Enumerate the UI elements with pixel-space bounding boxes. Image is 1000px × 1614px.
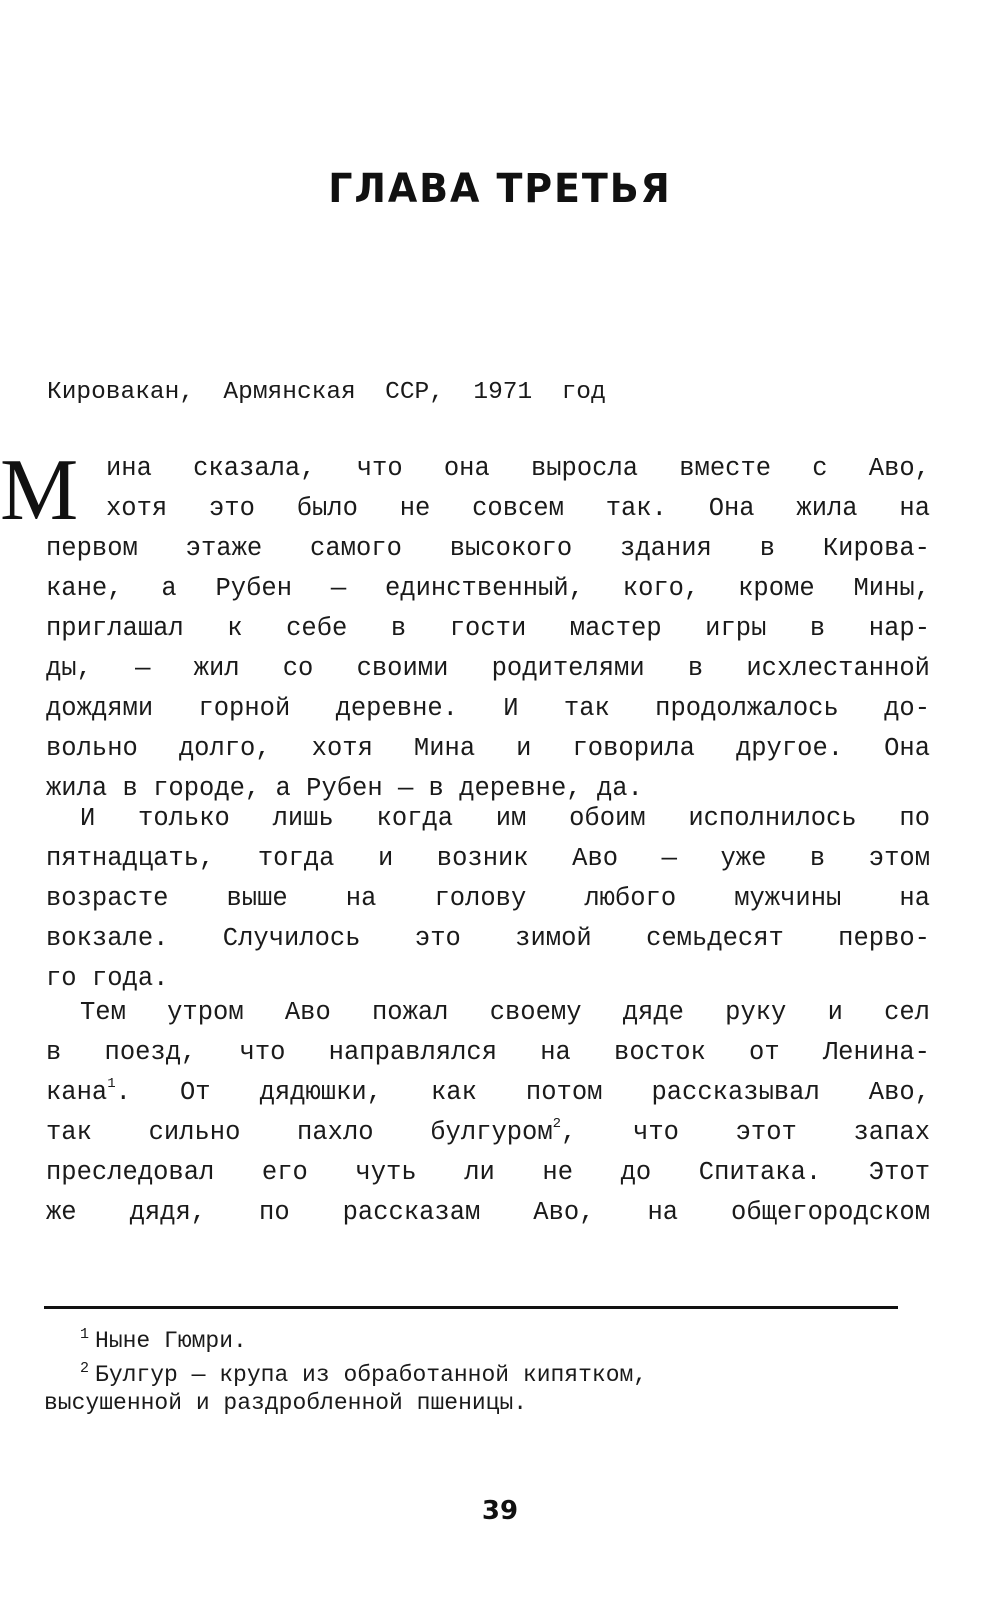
text-line: ина сказала, что она выросла вместе с Аво, bbox=[106, 454, 930, 483]
footnote-2 bbox=[44, 1352, 904, 1386]
text-line: кана$^1$. От дядюшки, как потом рассказывал Аво, bbox=[46, 1076, 931, 1107]
chapter-title: ГЛАВА ТРЕТЬЯ bbox=[328, 166, 672, 212]
text-line: приглашал к себе в гости мастер игры в нар- bbox=[46, 614, 930, 643]
footnote-number: 1 bbox=[80, 1326, 90, 1343]
text-line: жила в городе, а Рубен — в деревне, да. bbox=[46, 774, 643, 803]
footnotes bbox=[44, 1318, 904, 1420]
text-line: пятнадцать, тогда и возник Аво — уже в этом bbox=[46, 844, 930, 873]
text-line: го года. bbox=[46, 964, 169, 993]
text-fragment: кана bbox=[46, 1078, 108, 1107]
text-line: хотя это было не совсем так. Она жила на bbox=[106, 494, 930, 523]
text-line: в поезд, что направлялся на восток от Ленина- bbox=[46, 1038, 930, 1067]
paragraph-3 bbox=[46, 993, 930, 1233]
paragraph-2 bbox=[46, 799, 930, 999]
footnote-text: Ныне Гюмри. bbox=[95, 1328, 247, 1354]
text-fragment: так сильно пахло булгуром bbox=[46, 1118, 553, 1147]
text-line: вокзале. Случилось это зимой семьдесят перво- bbox=[46, 924, 930, 953]
paragraph-1 bbox=[46, 449, 930, 809]
text-line: же дядя, по рассказам Аво, на общегородском bbox=[46, 1198, 930, 1227]
text-line: возрасте выше на голову любого мужчины на bbox=[46, 884, 930, 913]
text-line: вольно долго, хотя Мина и говорила другое. Она bbox=[46, 734, 930, 763]
text-fragment: что этот запах bbox=[633, 1118, 930, 1147]
footnote-number: 2 bbox=[80, 1360, 90, 1377]
text-line: так сильно пахло булгуром$^2$, что этот запах bbox=[46, 1116, 930, 1147]
page-number: 39 bbox=[481, 1496, 519, 1526]
text-line: дождями горной деревне. И так продолжалось до- bbox=[46, 694, 930, 723]
place-date-heading: Кировакан, Армянская ССР, 1971 год bbox=[47, 379, 606, 406]
drop-cap: М bbox=[0, 442, 79, 539]
footnote-text: Булгур — крупа из обработанной кипятком, bbox=[95, 1362, 648, 1388]
footnote-1 bbox=[44, 1318, 904, 1352]
footnote-2-continuation: высушенной и раздробленной пшеницы. bbox=[44, 1390, 528, 1416]
footnote-ref-1[interactable]: 1 bbox=[107, 1076, 116, 1092]
text-line: первом этаже самого высокого здания в Кирова- bbox=[46, 534, 930, 563]
text-line: Тем утром Аво пожал своему дяде руку и сел bbox=[80, 998, 930, 1027]
footnote-divider bbox=[44, 1306, 898, 1309]
text-line: преследовал его чуть ли не до Спитака. Этот bbox=[46, 1158, 930, 1187]
text-line: кане, а Рубен — единственный, кого, кроме Мины, bbox=[46, 574, 930, 603]
text-line: ды, — жил со своими родителями в исхлестанной bbox=[46, 654, 930, 683]
text-fragment: От дядюшки, как потом рассказывал Аво, bbox=[179, 1078, 931, 1107]
footnote-ref-2[interactable]: 2 bbox=[552, 1116, 562, 1132]
text-line: И только лишь когда им обоим исполнилось по bbox=[80, 804, 930, 833]
